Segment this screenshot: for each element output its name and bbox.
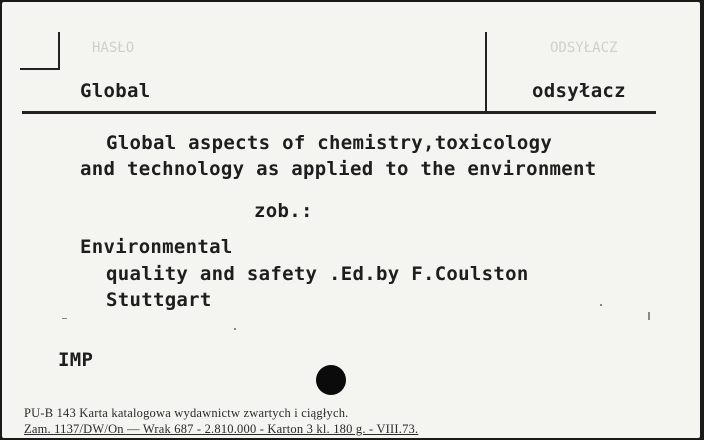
speck <box>600 304 602 306</box>
footer-line-2: Zam. 1137/DW/On — Wrak 687 - 2.810.000 - Karton 3 kl. 180 g. - VIII.73. <box>24 422 419 436</box>
punch-hole <box>316 365 346 395</box>
faint-right-label: ODSYŁACZ <box>550 40 618 56</box>
header-divider <box>485 32 487 112</box>
heading-type: odsyłacz <box>532 80 626 102</box>
catalog-card <box>2 2 700 438</box>
speck <box>234 328 236 330</box>
heading-term: Global <box>80 80 151 102</box>
title-line-1: Global aspects of chemistry,toxicology <box>106 132 553 154</box>
footer-line-1: PU-B 143 Karta katalogowa wydawnictw zwartych i ciągłych. <box>24 406 349 420</box>
corner-mark-horizontal <box>20 68 60 70</box>
reference-line-1: Environmental <box>80 236 233 258</box>
reference-line-2: quality and safety .Ed.by F.Coulston <box>106 263 529 285</box>
faint-left-label: HASŁO <box>92 40 135 56</box>
header-rule <box>22 111 656 114</box>
reference-line-3: Stuttgart <box>106 289 212 311</box>
speck <box>648 312 650 320</box>
corner-mark-vertical <box>58 32 60 70</box>
see-reference: zob.: <box>254 200 313 222</box>
title-line-2: and technology as applied to the environment <box>80 158 597 180</box>
speck <box>62 318 67 319</box>
imp-mark: IMP <box>58 349 94 371</box>
